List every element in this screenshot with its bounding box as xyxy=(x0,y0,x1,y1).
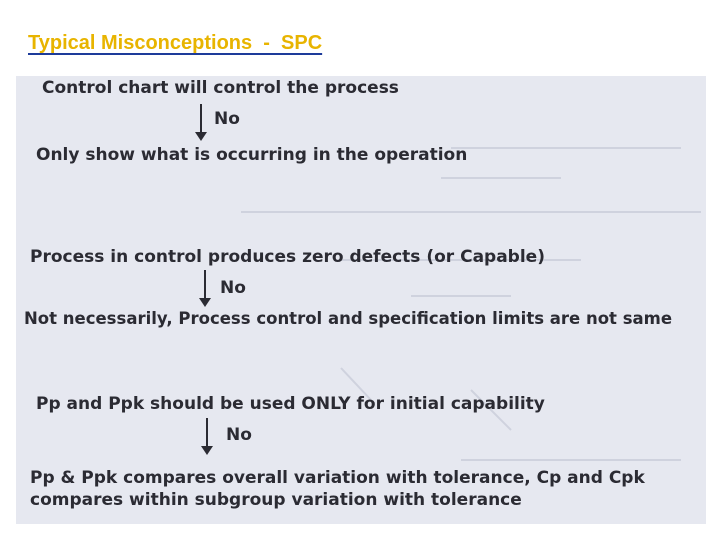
background-texture xyxy=(16,76,706,524)
clarification-1: Only show what is occurring in the operation xyxy=(36,145,468,165)
clarification-2: Not necessarily, Process control and specification limits are not same xyxy=(24,309,673,328)
content-panel xyxy=(16,76,706,524)
slide-title: Typical Misconceptions - SPC xyxy=(28,32,323,54)
answer-1: No xyxy=(214,109,240,129)
statement-2: Process in control produces zero defects (or Capable) xyxy=(30,247,545,267)
answer-2: No xyxy=(220,278,246,298)
down-arrow-icon xyxy=(200,418,214,456)
answer-3: No xyxy=(226,425,252,445)
statement-3: Pp and Ppk should be used ONLY for initial capability xyxy=(36,394,545,414)
clarification-3-line-2: compares within subgroup variation with tolerance xyxy=(30,490,522,510)
down-arrow-icon xyxy=(198,270,212,308)
statement-1: Control chart will control the process xyxy=(42,78,399,98)
clarification-3-line-1: Pp & Ppk compares overall variation with tolerance, Cp and Cpk xyxy=(30,468,645,488)
down-arrow-icon xyxy=(194,104,208,142)
